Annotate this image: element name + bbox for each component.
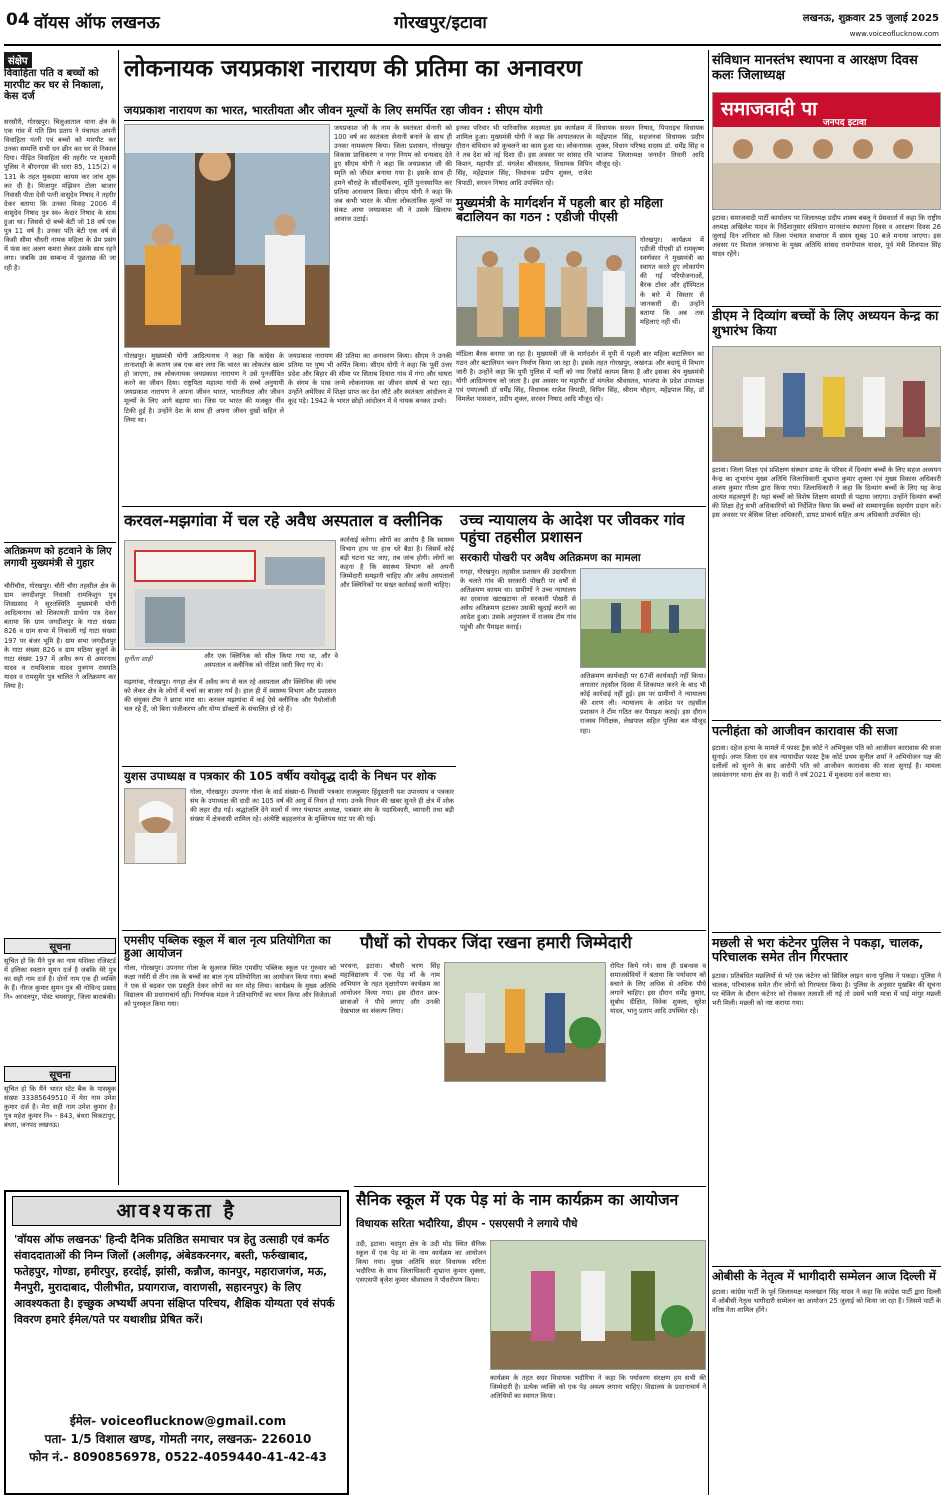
page-number: 04 — [6, 10, 30, 30]
ad-address: पता- 1/5 विशाल खण्ड, गोमती नगर, लखनऊ- 226010 — [44, 1432, 312, 1446]
story-body: इनका परिवार भी पारिवारिक सदस्यता इस कार्यक्रम में शामिल हुआ। मुख्यमंत्री योगी ने कहा कि आपातकाल के दौरान संविधान को कुचलने का काम हुआ था। लोकनायक ने तब देश को नई दिशा दी। इस अवसर पर सांसद रवि किशन, महापौर डॉ. मंगलेश श्रीवास्तव, विधायक विपिन सिंह, महेंद्रपाल सिंह, विधायक प्रदीप शुक्ल, राजेश त्रिपाठी, सरवन निषाद आदि उपस्थित रहे। — [456, 124, 592, 187]
karwal-headline: करवल-मझगांवा में चल रहे अवैध अस्पताल व क्लीनिक — [124, 511, 443, 530]
story-body: गोरखपुर। मुख्यमंत्री योगी आदित्यनाथ ने कहा कि कांग्रेस के तानाशाही के कारण जब एक बार लगा कि भारत का लोकतंत्र खत्म हो जाएगा, तब लोकनायक जयप्रकाश नारायण ने उसे पुनर्जीवित करने का जीवन दिया। राष्ट्रपिता महात्मा गांधी के सच्चे अनुयायी जयप्रकाश नारायण ने अपना जीवन भारत, भारतीयता और जीवन मूल्यों के लिए आगे बढ़ाया था। जिस पर भारत की मजबूत नींव टिकी हुई है। उन्होंने देश के साथ ही अपना जीवन दुखों सहित ले लिया था। — [124, 352, 284, 424]
column-rule — [708, 50, 709, 1495]
notice-box — [4, 1066, 116, 1185]
story-body: इटावा। दहेज हत्या के मामले में फास्ट ट्रैक कोर्ट ने अभियुक्त पति को आजीवन कारावास की सजा सुनाई। अपर जिला एवं सत्र न्यायाधीश फास्ट ट्रैक कोर्ट प्रथम सुनील शर्मा ने अभियोजन पक्ष की दलीलों को सुनने के बाद आरोपी पति को आजीवन कारावास की सजा सुनाई है। मामला जसवंतनगर थाना क्षेत्र का है। वादी ने वर्ष 2021 में मुकदमा दर्ज कराया था। — [712, 744, 941, 780]
recruitment-advertisement — [4, 1190, 349, 1495]
story-body: मझगांवा, गोरखपुर। गगहा क्षेत्र में अवैध रूप से चल रहे अस्पताल और क्लिनिक की जांच को लेकर क्षेत्र के लोगों में चर्चा का बाजार गर्म है। हाल ही में स्वास्थ्य विभाग और प्रशासन की संयुक्त टीम ने छापा मारा था। करवल मझगांवा में कई ऐसे क्लीनिक और पैथोलॉजी चल रहे हैं, जो बिना पंजीकरण और योग्य डॉक्टरों के संचालित हो रहे हैं। — [124, 678, 336, 714]
photo-grandmother — [124, 788, 186, 864]
notice-title: सूचना — [4, 938, 116, 954]
obituary-headline: युशस उपाध्यक्ष व पत्रकार की 105 वर्षीय वयोवृद्ध दादी के निधन पर शोक — [124, 769, 436, 783]
photo-sp-meeting — [712, 92, 941, 210]
edition-city: गोरखपुर/इटावा — [394, 13, 487, 33]
story-body: भरथना, इटावा। चौधरी चरण सिंह महाविद्यालय में एक पेड़ माँ के नाम अभियान के तहत वृक्षारोपण कार्यक्रम का आयोजन किया गया। इस दौरान छात्र-छात्राओं ने पौधे लगाए और उनकी देखभाल का संकल्प लिया। — [340, 962, 440, 1016]
notice-body: सूचित हो कि मैंने पुत्र का नाम यशिका रजिस्टर्ड में इलिका स्वतान सुमन दर्ज है जबकि मेरे पुत्र का सही नाम दर्ज है। दोनों नाम एक ही व्यक्ति के हैं। नीरज कुमार सुमन पुत्र श्री गोविन्द प्रसाद नि० अरवलपुर, पोस्ट चमसपुर, जिला बाराबंकी। — [4, 957, 116, 1002]
sainik-headline: सैनिक स्कूल में एक पेड़ मां के नाम कार्यक्रम का आयोजन — [356, 1191, 679, 1209]
paper-name: वॉयस ऑफ लखनऊ — [34, 13, 160, 33]
banner-subtext: जनपद इटावा — [823, 118, 867, 128]
court-subhead: सरकारी पोखरी पर अवैध अतिक्रमण का मामला — [460, 552, 641, 564]
masthead — [4, 4, 941, 46]
story-body: जयप्रकाश नारायण की प्रतिमा का अनावरण किया। सीएम ने उनकी प्रतिमा पर पुष्प भी अर्पित किया। सीएम योगी ने कहा कि पूर्वी उत्तर प्रदेश और बिहार की सीमा पर सिताब दियारा गांव में गंगा और घाघरा के संगम के पास जन्मे लोकनायक का जीवन संघर्ष से भरा रहा। उन्होंने अमेरिका में शिक्षा प्राप्त कर देश लौटे और स्वतंत्रता आंदोलन में कूद पड़े। 1942 के भारत छोड़ो आंदोलन में वे नायक बनकर उभरे। — [288, 352, 452, 406]
story-body: अतिक्रमण कार्यवाही पर 67वीं कार्यवाही नहीं किया। लगातार तहसील दिवस में शिकायत करने के बाद भी कोई कार्रवाई नहीं हुई। इस पर ग्रामीणों ने न्यायालय की शरण ली। न्यायालय के आदेश पर तहसील प्रशासन ने टीम गठित कर पैमाइश कराई। इस दौरान राजस्व निरीक्षक, लेखपाल सहित पुलिस बल मौजूद रहा। — [580, 672, 706, 735]
photo-battalion — [456, 236, 636, 346]
story-body: कार्रवाई करेगा। लोगों का आरोप है कि स्वास्थ्य विभाग हाथ पर हाथ धरे बैठा है। जिसमें कोई बड़ी घटना घट जाए, तब जांच होगी। लोगों का कहना है कि स्वास्थ्य विभाग को अपनी जिम्मेदारी समझनी चाहिए और अवैध अस्पतालों और क्लिनिकों पर सख्त कार्रवाई करनी चाहिए। — [340, 536, 454, 590]
story-body: इटावा। समाजवादी पार्टी कार्यालय पर जिलाध्यक्ष प्रदीप शाक्य बबलू ने प्रेसवार्ता में कहा कि राष्ट्रीय अध्यक्ष अखिलेश यादव के निर्देशानुसार संविधान मानस्तंभ स्थापना दिवस व आरक्षण दिवस 26 जुलाई दिन शनिवार को जिला पंचायत सभागार में समय सुबह 10 बजे मनाया जाएगा। इस अवसर पर विशाल जनसभा के मुख्य अतिथि सांसद रामगोपाल यादव, पूर्व मंत्री शिवपाल सिंह यादव रहेंगे। — [712, 214, 941, 259]
dance-headline: एमसीए पब्लिक स्कूल में बाल नृत्य प्रतियोगिता का हुआ आयोजन — [124, 933, 331, 961]
constitution-headline: संविधान मानस्तंभ स्थापना व आरक्षण दिवस कलः जिलाध्यक्ष — [712, 53, 918, 83]
banner-text: समाजवादी पा — [721, 98, 818, 120]
story-body: विधायक सरवन निषाद, पिपराइच विधायक महेंद्रपाल सिंह, सहजनवां विधायक प्रदीप शुक्ल, विधान परिषद सदस्य डॉ. धर्मेंद्र सिंह व भाजपा जिलाध्यक्ष जनार्दन तिवारी आदि मौजूद रहे। — [596, 124, 704, 169]
story-body: इटावा। जिला शिक्षा एवं प्रशिक्षण संस्थान डायट के परिसर में दिव्यांग बच्चों के लिए सहज अध्ययन केन्द्र का शुभारंभ मुख्य अतिथि जिलाधिकारी शुभ्रान्त कुमार शुक्ला एवं मुख्य विकास अधिकारी अजय कुमार गौतम द्वारा किया गया। जिलाधिकारी ने कहा कि दिव्यांग बच्चों के लिए यह केन्द्र अत्यंत महत्वपूर्ण है। यहां बच्चों को विशेष शिक्षण सामग्री से पढ़ाया जाएगा। उन्होंने दिव्यांग बच्चों की शिक्षा हेतु सभी अधिकारियों को निर्देशित किया कि बच्चों को सम्मानपूर्वक सहयोग प्रदान करें। इस अवसर पर बेसिक शिक्षा अधिकारी, डायट प्राचार्य सहित अन्य अधिकारी उपस्थित रहे। — [712, 466, 941, 520]
story-body: इटावा। प्रतिबंधित मछलियों से भरे एक कंटेनर को सिविल लाइन थाना पुलिस ने पकड़ा। पुलिस ने चालक, परिचालक समेत तीन लोगों को गिरफ्तार किया है। पुलिस के अनुसार मुखबिर की सूचना पर चेकिंग के दौरान कंटेनर को रोककर तलाशी ली गई तो उसमें भारी मात्रा में थाई मांगुर मछली भरी मिली। मछली को नष्ट कराया गया। — [712, 972, 941, 1008]
notice-title: सूचना — [4, 1066, 116, 1082]
court-headline: उच्च न्यायालय के आदेश पर जीवकर गांव पहुंचा तहसील प्रशासन — [460, 511, 685, 547]
story-body: गोरखपुर। कार्यक्रम में एडीजी पीएसी डॉ रामकृष्ण स्वर्णकार ने मुख्यमंत्री का स्वागत करते हुए लोकार्पण की गई परियोजनाओं, बैरक टॉवर और हॉस्पिटल के बारे में विस्तार से जानकारी दी। उन्होंने बताया कि अब तक महिलाएं नहीं थीं। — [640, 236, 704, 326]
notice-box — [4, 938, 116, 1075]
story-body: उदी, इटावा। चदपुरा क्षेत्र के उदी मोड़ स्थित सैनिक स्कूल में एक पेड़ मां के नाम कार्यक्रम का आयोजन किया गया। मुख्य अतिथि सदर विधायक सरिता भदौरिया के साथ जिलाधिकारी शुभ्रान्त कुमार शुक्ला, एसएसपी बृजेश कुमार श्रीवास्तव ने पौधरोपण किया। — [356, 1240, 486, 1285]
story-headline: अतिक्रमण को हटवाने के लिए लगायी मुख्यमंत्री से गुहार — [4, 546, 112, 569]
photo-cm-statue — [124, 124, 330, 348]
story-body: गगहा, गोरखपुर। तहसील प्रशासन की उदासीनता के चलते गांव की सरकारी पोखरी पर वर्षों से अतिक्रमण कायम था। ग्रामीणों ने उच्च न्यायालय का दरवाजा खटखटाया तो सरकारी पोखरी से अवैध अतिक्रमण हटाकर उसकी खुदाई कराने का आदेश हुआ। उसके अनुपालन में राजस्व टीम गांव पहुंची और पैमाइश कराई। — [460, 568, 576, 631]
photo-pond — [580, 568, 706, 668]
story-headline: विवाहिता पति व बच्चों को मारपीट कर घर से निकाला, केस दर्ज — [4, 68, 105, 102]
lead-headline: लोकनायक जयप्रकाश नारायण की प्रतिमा का अनावरण — [124, 56, 583, 82]
photo-caption: और एक क्लिनिक को सील किया गया था, और वे अस्पताल व क्लीनिक को नोटिस जारी किए गए थे। — [204, 652, 338, 670]
photo-clinic — [124, 540, 336, 650]
brief-kicker: संक्षेप — [4, 52, 32, 68]
ad-phone: फोन नं.- 8090856978, 0522-4059440-41-42-43 — [29, 1450, 327, 1464]
ad-email[interactable]: ईमेल- voiceoflucknow@gmail.com — [69, 1414, 287, 1428]
sainik-subhead: विधायक सरिता भदौरिया, डीएम - एसएसपी ने लगाये पौधे — [356, 1218, 578, 1230]
story-body: जयप्रकाश जी के नाम के स्वतंत्रता सेनानी को 100 वर्ष का स्वतंत्रता सेनानी बनाने के साथ ही उनका नामकरण किया। जिला प्रशासन, गोरखपुर विकास प्राधिकरण व नगर निगम को धन्यवाद देते हुए सीएम योगी ने कहा कि जयप्रकाश जी की स्मृति को जीवंत बनाया गया है। इसके साथ ही हमने चौराहे के सौंदर्यीकरण, मूर्ति पुनःस्थापित कर प्रतिमा अनावरण किया। सीएम योगी ने कहा कि जब कभी भारत के भीतर लोकतांत्रिक मूल्यों पर संकट आया जयप्रकाश जी ने उसके खिलाफ आवाज उठाई। — [334, 124, 452, 223]
photo-study-centre — [712, 346, 941, 462]
story-body: कार्यक्रम के तहत सदर विधायक भदौरिया ने कहा कि पर्यावरण संरक्षण हम सभी की जिम्मेदारी है। प्रत्येक व्यक्ति को एक पेड़ अवश्य लगाना चाहिए। विद्यालय के प्रधानाचार्य ने अतिथियों का स्वागत किया। — [490, 1374, 706, 1401]
fish-container-headline: मछली से भरा कंटेनर पुलिस ने पकड़ा, चालक, परिचालक समेत तीन गिरफ्तार — [712, 935, 924, 965]
ad-body: 'वॉयस ऑफ लखनऊ' हिन्दी दैनिक प्रतिष्ठित समाचार पत्र हेतु उत्साही एवं कर्मठ संवाददाताओं की निम्न जिलों (अलीगढ़, अंबेडकरनगर, बस्ती, फर्रुखाबाद, फतेहपुर, गोण्डा, हमीरपुर, हरदोई, झांसी, कन्नौज, कानपुर, महाराजगंज, मऊ, मैनपुरी, मुरादाबाद, पीलीभीत, प्रयागराज, वाराणसी, सहारनपुर) के लिए आवश्यकता है। इच्छुक अभ्यर्थी अपना संक्षिप्त परिचय, शैक्षिक योग्यता एवं संपर्क विवरण हमारे ईमेल/पते पर यथाशीघ्र प्रेषित करें। — [14, 1233, 335, 1326]
story-body: गोला, गोरखपुर। उपनगर गोला के वार्ड संख्या-6 निवासी पत्रकार राजकुमार हिंदुस्तानी यश उपाध्याय व पत्रकार संघ के उपाध्यक्ष की दादी का 105 वर्ष की आयु में निधन हो गया। उनके निधन की खबर सुनते ही क्षेत्र में शोक की लहर दौड़ गई। श्रद्धांजलि देने वालों में नगर पंचायत अध्यक्ष, पत्रकार संघ के पदाधिकारी, व्यापारी तथा बड़ी संख्या में क्षेत्रवासी शामिल रहे। अंत्येष्टि बड़हलगंज के मुक्तिपथ घाट पर की गई। — [190, 788, 454, 824]
website: www.voiceoflucknow.com — [849, 30, 939, 38]
edition-date: लखनऊ, शुक्रवार 25 जुलाई 2025 — [802, 13, 939, 24]
story-body: गोला, गोरखपुर। उपनगर गोला के सुअरज स्थित एमसीए पब्लिक स्कूल पर गुरुवार को कक्षा नर्सरी से तीन तक के बच्चों का बाल नृत्य प्रतियोगिता का आयोजन किया गया। बच्चों ने एक से बढ़कर एक प्रस्तुति देकर लोगों का मन मोह लिया। कार्यक्रम के मुख्य अतिथि विद्यालय की प्रधानाचार्य रहीं। निर्णायक मंडल ने प्रतिभागियों का चयन किया और विजेताओं को पुरस्कृत किया गया। — [124, 964, 336, 1009]
obc-headline: ओबीसी के नेतृत्व में भागीदारी सम्मेलन आज दिल्ली में — [712, 1269, 936, 1283]
wife-killer-headline: पत्नीहंता को आजीवन कारावास की सजा — [712, 723, 898, 738]
photo-plantation — [444, 962, 606, 1082]
photo-credit: सुनीता शाही — [124, 655, 153, 663]
ad-contact — [14, 1412, 342, 1466]
story-body: रोपित किये गये। साथ ही प्रबन्धक व समाजसेवियों ने बताया कि पर्यावरण को बचाने के लिए अधिक से अधिक पौधे लगाने चाहिए। इस दौरान धर्मेंद्र कुमार, सुबोध दीक्षित, विवेक शुक्ला, सुरेश यादव, भानु प्रताप आदि उपस्थित रहे। — [610, 962, 706, 1016]
divyang-headline: डीएम ने दिव्यांग बच्चों के लिए अध्ययन केन्द्र का शुभारंभ किया — [712, 309, 939, 339]
plant-headline: पौधों को रोपकर जिंदा रखना हमारी जिम्मेदारी — [360, 933, 632, 952]
battalion-headline: मुख्यमंत्री के मार्गदर्शन में पहली बार हो महिला बटालियन का गठन : एडीजी पीएसी — [456, 195, 663, 225]
story-body: इटावा। कांग्रेस पार्टी के पूर्व जिलाध्यक्ष मल्लखान सिंह यादव ने कहा कि कांग्रेस पार्टी द्वारा दिल्ली में ओबीसी नेतृत्व भागीदारी सम्मेलन का आयोजन 25 जुलाई को किया जा रहा है। जिसमें पार्टी के वरिष्ठ नेता शामिल होंगे। — [712, 1288, 941, 1315]
lead-subhead: जयप्रकाश नारायण का भारत, भारतीयता और जीवन मूल्यों के लिए समर्पित रहा जीवन : सीएम योगी — [124, 104, 704, 121]
notice-body: सूचित हो कि मैंने भारत स्टेट बैंक के पासबुक संख्या 33385649510 में मेरा नाम उमेश कुमार दर्ज है। मेरा सही नाम उमेश कुमार है। पुत्र महेश कुमार नि० - 843, बंथरा चिकटापुर, बंथरा, जनपद लखनऊ। — [4, 1085, 116, 1130]
column-rule — [118, 50, 119, 1185]
photo-sainik-plantation — [490, 1240, 706, 1370]
story-body: चौरीचौरा, गोरखपुर। चौरी चौरा तहसील क्षेत्र के ग्राम जगदीशपुर निवासी रामकिशुन पुत्र शिवप्रसाद ने सूरतस्थिति मुख्यमंत्री योगी आदित्यनाथ को शिकायती प्रार्थना पत्र देकर बताया कि ग्राम जगदीशपुर के गाटा संख्या 826 व ग्राम सभा में निकाली गई गाटा संख्या 197 पर बंजर भूमि है। ग्राम सभा जगदीशपुर के गाटा संख्या 826 व ग्राम मठिया बुजुर्ग के गाटा संख्या 197 में अवैध रूप से अमरनाथ यादव व रामविलास यादव पुत्रगण रामपति यादव व रामसुमेर पुत्र चालित ने अतिक्रमण कर लिया है। — [4, 582, 116, 691]
story-body: सरसौरी, गोरखपुर। चिलुआताल थाना क्षेत्र के एक गांव में पति प्रिय प्रताप ने पंचायत अपनी विवाहिता पत्नी एवं बच्चों को मारपीट कर उनका सम्पत्ति सभी धन छीन कर घर से निकाल दिया। पीड़ित विवाहिता की तहरीर पर मुकामी पुलिस ने बीएनएस की धारा 85, 115(2) व 131 के तहत मुकदमा कायम कर जांच शुरू कर दी है। मिजापुर मंझिवन टोला बाजार निवासी पीता देवी पत्नी वासुदेव निषाद ने तहरीर देकर बताया कि उनका विवाह 2006 में वासुदेव निषाद पुत्र स्व० केदार निषाद के साथ हुआ था। जिससे दो बच्चे बेटी जो 18 वर्ष एक पुत्र 11 वर्ष है। उनका पति बेटी एक वर्ष से किसी सीमा चौधरी नामक महिला के प्रेम प्रसंग में फंस कर अलग कमरा लेकर उसके साथ रहने लगा। जबकि उस सम्बन्ध में पूछताछ की जा रही है। — [4, 118, 116, 272]
story-body: मॉडिला बैरक बनाया जा रहा है। मुख्यमंत्री जी के मार्गदर्शन में यूपी में पहली बार महिला बटालियन का गठन और बटालियन भवन निर्माण किया जा रहा है। इसके तहत गोरखपुर, लखनऊ और बदायूं में विभाग जारी है। उन्होंने कहा कि यूपी पुलिस में भर्ती को नया रिकॉर्ड कायम किया है और इसका श्रेय मुख्यमंत्री योगी आदित्यनाथ को जाता है। इस अवसर पर महापौर डॉ मंगलेश श्रीवास्तव, भाजपा के प्रदेश उपाध्यक्ष एवं एमएलसी डॉ धर्मेंद्र सिंह, विधायक राजेश त्रिपाठी, विपिन सिंह, श्रीराम चौहान, महेंद्रपाल सिंह, डॉ विमलेश पासवान, प्रदीप शुक्ल, सरवन निषाद आदि मौजूद रहे। — [456, 350, 704, 404]
ad-heading: आवश्यकता है — [12, 1196, 341, 1226]
